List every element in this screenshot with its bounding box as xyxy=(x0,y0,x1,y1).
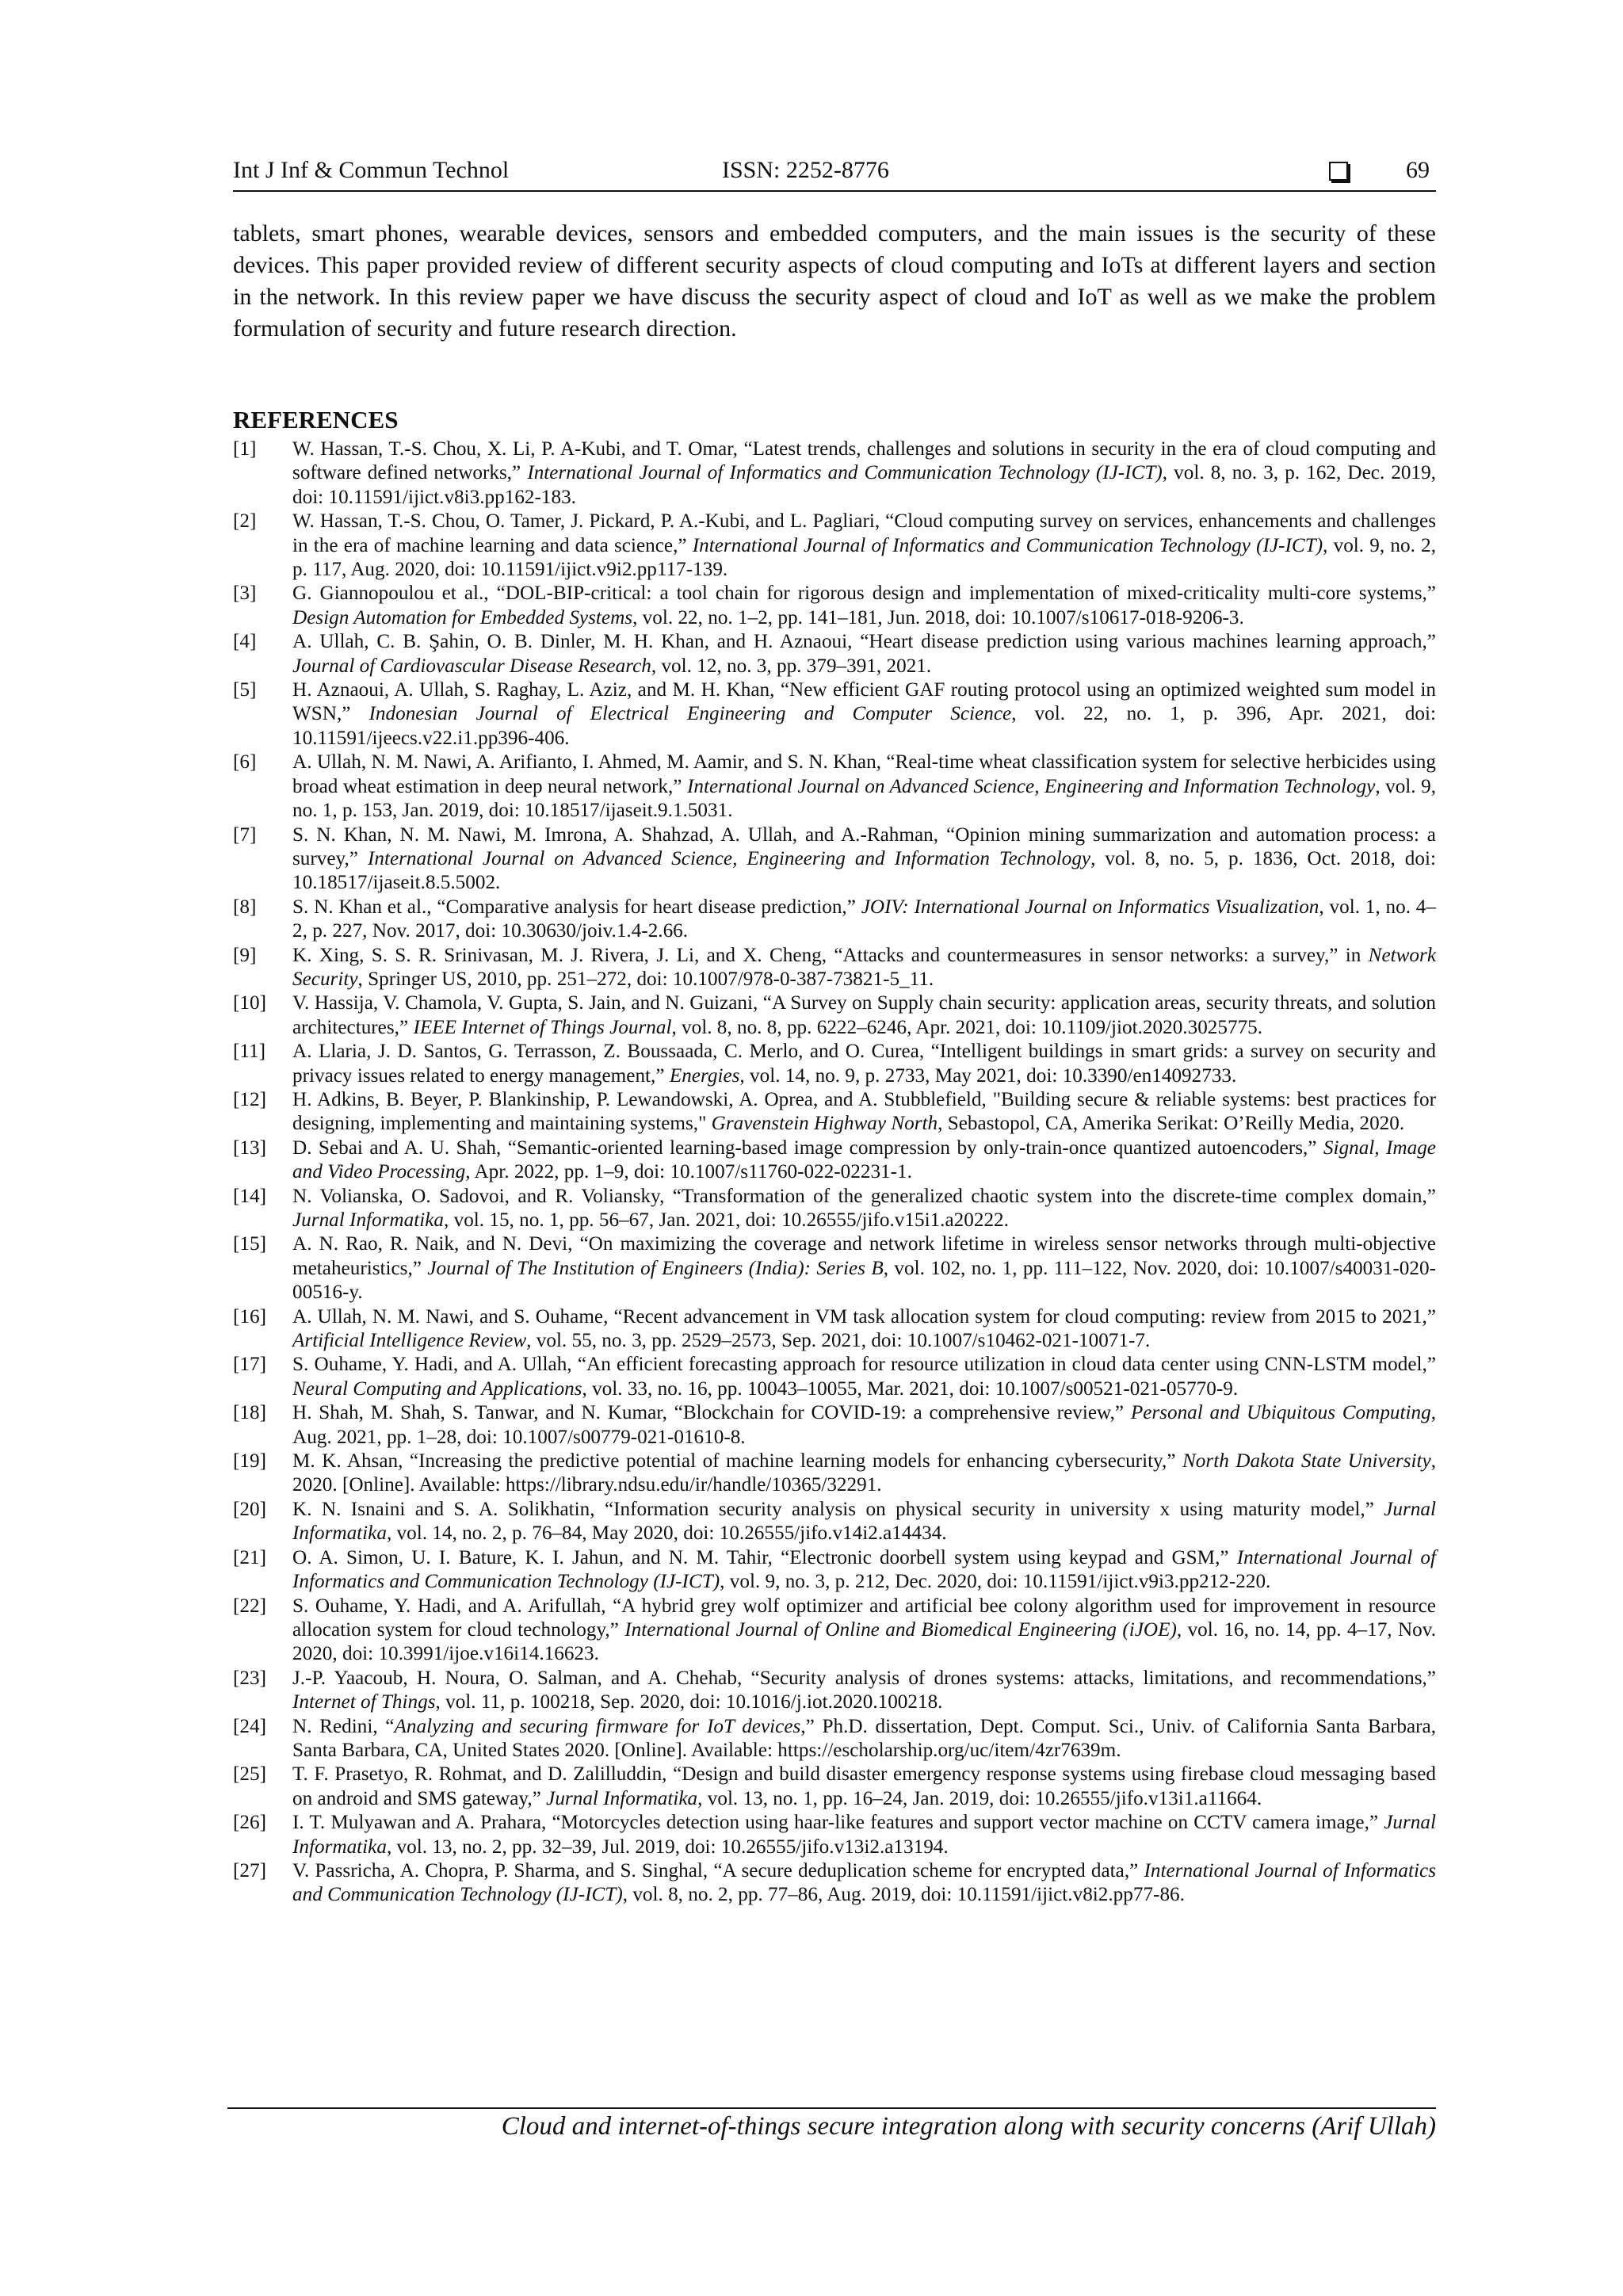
reference-details: , vol. 13, no. 1, pp. 16–24, Jan. 2019, doi: 10.26555/jifo.v13i1.a11664. xyxy=(697,1787,1262,1809)
footer-divider xyxy=(227,2107,1436,2109)
reference-item xyxy=(233,510,1436,582)
reference-item xyxy=(233,1859,1436,1908)
reference-details: , vol. 33, no. 16, pp. 10043–10055, Mar. 2021, doi: 10.1007/s00521-021-05770-9. xyxy=(582,1377,1239,1400)
references-heading: REFERENCES xyxy=(233,406,399,434)
reference-venue: Signal, Image and Video Processing xyxy=(292,1137,1436,1183)
reference-details: , vol. 102, no. 1, pp. 111–122, Nov. 2020, doi: 10.1007/s40031-020-00516-y. xyxy=(292,1257,1436,1304)
reference-details: , vol. 55, no. 3, pp. 2529–2573, Sep. 2021, doi: 10.1007/s10462-021-10071-7. xyxy=(526,1330,1151,1352)
reference-venue: International Journal of Informatics and Communication Technology (IJ-ICT) xyxy=(292,1546,1436,1593)
square-icon xyxy=(1329,162,1348,181)
reference-number: [25] xyxy=(233,1763,266,1786)
reference-venue: Journal of Cardiovascular Disease Research xyxy=(292,655,651,677)
reference-details: , Sebastopol, CA, Amerika Serikat: O’Reilly Media, 2020. xyxy=(938,1113,1405,1135)
reference-details: , vol. 9, no. 3, p. 212, Dec. 2020, doi: 10.11591/ijict.v9i3.pp212-220. xyxy=(720,1571,1271,1593)
reference-venue: Personal and Ubiquitous Computing xyxy=(1130,1402,1431,1424)
reference-authors-title: A. Llaria, J. D. Santos, G. Terrasson, Z. Boussaada, C. Merlo, and O. Curea, “Intelligent buildings in smart grids: a survey on security and privacy issues related to energy management,” xyxy=(292,1041,1436,1087)
reference-venue: Design Automation for Embedded Systems xyxy=(292,606,633,628)
page-number: 69 xyxy=(1406,157,1430,183)
reference-number: [22] xyxy=(233,1595,266,1617)
reference-details: , vol. 22, no. 1, p. 396, Apr. 2021, doi: 10.11591/ijeecs.v22.i1.pp396-406. xyxy=(292,703,1436,749)
reference-item xyxy=(233,1040,1436,1088)
reference-authors-title: W. Hassan, T.-S. Chou, X. Li, P. A-Kubi, and T. Omar, “Latest trends, challenges and solutions in security in the era of cloud computing and software defined networks,” xyxy=(292,438,1436,484)
reference-details: , vol. 8, no. 5, p. 1836, Oct. 2018, doi: 10.18517/ijaseit.8.5.5002. xyxy=(292,847,1436,894)
reference-number: [6] xyxy=(233,751,257,774)
reference-number: [26] xyxy=(233,1812,266,1834)
reference-venue: International Journal of Informatics and Communication Technology (IJ-ICT) xyxy=(527,462,1163,484)
reference-item xyxy=(233,1185,1436,1233)
reference-venue: International Journal of Informatics and Communication Technology (IJ-ICT) xyxy=(692,534,1323,556)
reference-number: [14] xyxy=(233,1185,266,1207)
reference-item xyxy=(233,582,1436,630)
reference-authors-title: S. Ouhame, Y. Hadi, and A. Ullah, “An efficient forecasting approach for resource utilization in cloud data center using CNN-LSTM model,” xyxy=(292,1354,1436,1376)
reference-item xyxy=(233,1546,1436,1595)
reference-number: [24] xyxy=(233,1715,266,1737)
reference-number: [11] xyxy=(233,1041,266,1063)
reference-details: ,” Ph.D. dissertation, Dept. Comput. Sci., Univ. of California Santa Barbara, Santa Barbara, CA, United States 2020. [Online]. Available: https://escholarship.org/uc/item/4zr7639m. xyxy=(292,1715,1436,1761)
reference-authors-title: V. Passricha, A. Chopra, P. Sharma, and S. Singhal, “A secure deduplication scheme for encrypted data,” xyxy=(292,1859,1144,1881)
reference-item xyxy=(233,1595,1436,1667)
reference-item xyxy=(233,1401,1436,1450)
running-header xyxy=(233,155,1436,192)
reference-authors-title: J.-P. Yaacoub, H. Noura, O. Salman, and A. Chehab, “Security analysis of drones systems: attacks, limitations, and recommendations,” xyxy=(292,1667,1436,1689)
reference-details: , vol. 14, no. 9, p. 2733, May 2021, doi: 10.3390/en14092733. xyxy=(739,1064,1237,1087)
reference-venue: North Dakota State University xyxy=(1182,1450,1431,1473)
reference-venue: Jurnal Informatika xyxy=(292,1812,1436,1858)
reference-details: , vol. 9, no. 1, p. 153, Jan. 2019, doi: 10.18517/ijaseit.9.1.5031. xyxy=(292,775,1436,822)
reference-number: [27] xyxy=(233,1859,266,1881)
reference-venue: IEEE Internet of Things Journal xyxy=(413,1016,672,1038)
reference-venue: JOIV: International Journal on Informatics Visualization xyxy=(861,896,1319,918)
reference-authors-title: S. Ouhame, Y. Hadi, and A. Arifullah, “A hybrid grey wolf optimizer and artificial bee colony algorithm used for improvement in resource allocation system for cloud technology,” xyxy=(292,1595,1436,1641)
reference-authors-title: I. T. Mulyawan and A. Prahara, “Motorcycles detection using haar-like features and support vector machine on CCTV camera image,” xyxy=(292,1812,1384,1834)
reference-venue: Neural Computing and Applications xyxy=(292,1377,582,1400)
reference-item xyxy=(233,1715,1436,1763)
reference-item xyxy=(233,1811,1436,1859)
reference-item xyxy=(233,1232,1436,1305)
reference-number: [13] xyxy=(233,1137,266,1159)
reference-number: [9] xyxy=(233,944,257,966)
reference-authors-title: V. Hassija, V. Chamola, V. Gupta, S. Jain, and N. Guizani, “A Survey on Supply chain security: application areas, security threats, and solution architectures,” xyxy=(292,992,1436,1038)
reference-authors-title: K. N. Isnaini and S. A. Solikhatin, “Information security analysis on physical security in university x using maturity model,” xyxy=(292,1498,1384,1520)
reference-details: , vol. 13, no. 2, pp. 32–39, Jul. 2019, doi: 10.26555/jifo.v13i2.a13194. xyxy=(386,1836,949,1858)
reference-number: [15] xyxy=(233,1233,266,1255)
reference-details: , vol. 15, no. 1, pp. 56–67, Jan. 2021, doi: 10.26555/jifo.v15i1.a20222. xyxy=(444,1209,1009,1231)
reference-venue: Internet of Things xyxy=(292,1691,436,1713)
reference-details: , vol. 8, no. 3, p. 162, Dec. 2019, doi: 10.11591/ijict.v8i3.pp162-183. xyxy=(292,462,1437,508)
reference-item xyxy=(233,1305,1436,1354)
reference-number: [10] xyxy=(233,992,266,1014)
reference-details: , vol. 11, p. 100218, Sep. 2020, doi: 10.1016/j.iot.2020.100218. xyxy=(435,1691,943,1713)
reference-authors-title: S. N. Khan et al., “Comparative analysis for heart disease prediction,” xyxy=(292,896,861,918)
reference-details: , vol. 1, no. 4–2, p. 227, Nov. 2017, doi: 10.30630/joiv.1.4-2.66. xyxy=(292,896,1436,942)
reference-number: [5] xyxy=(233,679,257,701)
reference-details: , Aug. 2021, pp. 1–28, doi: 10.1007/s00779-021-01610-8. xyxy=(292,1402,1437,1448)
reference-venue: Journal of The Institution of Engineers (India): Series B xyxy=(427,1257,884,1279)
reference-item xyxy=(233,1667,1436,1715)
reference-venue: Analyzing and securing firmware for IoT devices xyxy=(394,1715,801,1737)
reference-authors-title: T. F. Prasetyo, R. Rohmat, and D. Zalilluddin, “Design and build disaster emergency response systems using firebase cloud messaging based on android and SMS gateway,” xyxy=(292,1763,1436,1809)
reference-venue: Network Security xyxy=(292,944,1436,990)
reference-number: [23] xyxy=(233,1667,266,1689)
reference-venue: Jurnal Informatika xyxy=(546,1787,698,1809)
reference-authors-title: A. Ullah, N. M. Nawi, and S. Ouhame, “Recent advancement in VM task allocation system for cloud computing: review from 2015 to 2021,” xyxy=(292,1305,1436,1328)
reference-authors-title: N. Redini, “ xyxy=(292,1715,395,1737)
reference-venue: International Journal on Advanced Science, Engineering and Information Technology xyxy=(367,847,1091,869)
reference-number: [21] xyxy=(233,1546,266,1568)
reference-item xyxy=(233,991,1436,1040)
reference-authors-title: A. Ullah, N. M. Nawi, A. Arifianto, I. Ahmed, M. Aamir, and S. N. Khan, “Real-time wheat classification system for selective herbicides using broad wheat estimation in deep neural network,” xyxy=(292,751,1436,797)
reference-authors-title: S. N. Khan, N. M. Nawi, M. Imrona, A. Shahzad, A. Ullah, and A.-Rahman, “Opinion mining summarization and automation process: a survey,” xyxy=(292,823,1436,869)
reference-details: , 2020. [Online]. Available: https://library.ndsu.edu/ir/handle/10365/32291. xyxy=(292,1450,1436,1496)
reference-item xyxy=(233,1763,1436,1811)
reference-venue: Artificial Intelligence Review xyxy=(292,1330,527,1352)
reference-venue: Jurnal Informatika xyxy=(292,1498,1436,1545)
reference-number: [2] xyxy=(233,510,257,533)
reference-number: [7] xyxy=(233,823,257,846)
reference-details: , vol. 8, no. 2, pp. 77–86, Aug. 2019, doi: 10.11591/ijict.v8i2.pp77-86. xyxy=(622,1884,1185,1906)
reference-number: [18] xyxy=(233,1402,266,1424)
reference-item xyxy=(233,823,1436,896)
journal-name: Int J Inf & Commun Technol xyxy=(233,157,510,183)
reference-authors-title: N. Volianska, O. Sadovoi, and R. Voliansky, “Transformation of the generalized chaotic system into the discrete-time complex domain,” xyxy=(292,1185,1436,1207)
reference-details: , Apr. 2022, pp. 1–9, doi: 10.1007/s11760-022-02231-1. xyxy=(465,1161,912,1183)
reference-venue: Energies xyxy=(669,1064,740,1087)
reference-number: [3] xyxy=(233,583,257,605)
reference-number: [17] xyxy=(233,1354,266,1376)
reference-number: [1] xyxy=(233,438,257,460)
reference-details: , vol. 9, no. 2, p. 117, Aug. 2020, doi: 10.11591/ijict.v9i2.pp117-139. xyxy=(292,534,1436,581)
reference-number: [8] xyxy=(233,896,257,918)
reference-item xyxy=(233,437,1436,510)
reference-authors-title: A. N. Rao, R. Naik, and N. Devi, “On maximizing the coverage and network lifetime in wireless sensor networks through multi-objective metaheuristics,” xyxy=(292,1233,1436,1279)
reference-authors-title: H. Shah, M. Shah, S. Tanwar, and N. Kumar, “Blockchain for COVID-19: a comprehensive review,” xyxy=(292,1402,1131,1424)
references-list xyxy=(233,437,1436,1908)
reference-authors-title: H. Adkins, B. Beyer, P. Blankinship, P. Lewandowski, A. Oprea, and A. Stubblefield, "Building secure & reliable systems: best practices for designing, implementing and maintaining systems," xyxy=(292,1088,1436,1135)
reference-details: , vol. 12, no. 3, pp. 379–391, 2021. xyxy=(651,655,932,677)
reference-number: [19] xyxy=(233,1450,266,1473)
reference-item xyxy=(233,944,1436,992)
reference-details: , vol. 16, no. 14, pp. 4–17, Nov. 2020, doi: 10.3991/ijoe.v16i14.16623. xyxy=(292,1618,1436,1665)
reference-details: , vol. 22, no. 1–2, pp. 141–181, Jun. 2018, doi: 10.1007/s10617-018-9206-3. xyxy=(632,606,1244,628)
reference-item xyxy=(233,1137,1436,1185)
reference-number: [20] xyxy=(233,1498,266,1520)
reference-number: [4] xyxy=(233,631,257,653)
reference-venue: International Journal of Informatics and Communication Technology (IJ-ICT) xyxy=(292,1859,1436,1906)
reference-item xyxy=(233,1450,1436,1498)
reference-venue: International Journal of Online and Biomedical Engineering (iJOE) xyxy=(624,1618,1177,1641)
running-footer: Cloud and internet-of-things secure integration along with security concerns (Arif Ullah) xyxy=(501,2112,1436,2141)
reference-item xyxy=(233,678,1436,751)
reference-venue: Jurnal Informatika xyxy=(292,1209,444,1231)
reference-authors-title: M. K. Ahsan, “Increasing the predictive potential of machine learning models for enhancing cybersecurity,” xyxy=(292,1450,1182,1473)
reference-number: [12] xyxy=(233,1088,266,1110)
reference-authors-title: A. Ullah, C. B. Şahin, O. B. Dinler, M. H. Khan, and H. Aznaoui, “Heart disease prediction using various machines learning approach,” xyxy=(292,631,1436,653)
reference-venue: Indonesian Journal of Electrical Engineering and Computer Science xyxy=(369,703,1012,725)
issn: ISSN: 2252-8776 xyxy=(722,157,889,183)
reference-authors-title: K. Xing, S. S. R. Srinivasan, M. J. Rivera, J. Li, and X. Cheng, “Attacks and countermeasures in sensor networks: a survey,” in xyxy=(292,944,1369,966)
reference-item xyxy=(233,1088,1436,1137)
reference-number: [16] xyxy=(233,1305,266,1328)
reference-item xyxy=(233,1498,1436,1546)
reference-item xyxy=(233,896,1436,944)
reference-item xyxy=(233,630,1436,678)
reference-venue: International Journal on Advanced Science, Engineering and Information Technology xyxy=(687,775,1376,797)
reference-item xyxy=(233,751,1436,823)
reference-details: , vol. 8, no. 8, pp. 6222–6246, Apr. 2021, doi: 10.1109/jiot.2020.3025775. xyxy=(671,1016,1263,1038)
reference-authors-title: W. Hassan, T.-S. Chou, O. Tamer, J. Pickard, P. A.-Kubi, and L. Pagliari, “Cloud computing survey on services, enhancements and challenges in the era of machine learning and data science,” xyxy=(292,510,1436,556)
reference-authors-title: D. Sebai and A. U. Shah, “Semantic-oriented learning-based image compression by only-train-once quantized autoencoders,” xyxy=(292,1137,1323,1159)
reference-details: , Springer US, 2010, pp. 251–272, doi: 10.1007/978-0-387-73821-5_11. xyxy=(357,968,934,990)
reference-authors-title: G. Giannopoulou et al., “DOL-BIP-critical: a tool chain for rigorous design and implementation of mixed-criticality multi-core systems,” xyxy=(292,583,1436,605)
body-paragraph: tablets, smart phones, wearable devices, sensors and embedded computers, and the main issues is the security of these devices. This paper provided review of different security aspects of cloud computing and IoTs at different layers and section in the network. In this review paper we have discuss the security aspect of cloud and IoT as well as we make the problem formulation of security and future research direction. xyxy=(233,220,1436,342)
reference-authors-title: H. Aznaoui, A. Ullah, S. Raghay, L. Aziz, and M. H. Khan, “New efficient GAF routing protocol using an optimized weighted sum model in WSN,” xyxy=(292,679,1436,725)
reference-details: , vol. 14, no. 2, p. 76–84, May 2020, doi: 10.26555/jifo.v14i2.a14434. xyxy=(386,1522,947,1545)
reference-venue: Gravenstein Highway North xyxy=(711,1113,938,1135)
reference-authors-title: O. A. Simon, U. I. Bature, K. I. Jahun, and N. M. Tahir, “Electronic doorbell system using keypad and GSM,” xyxy=(292,1546,1237,1568)
reference-item xyxy=(233,1353,1436,1401)
